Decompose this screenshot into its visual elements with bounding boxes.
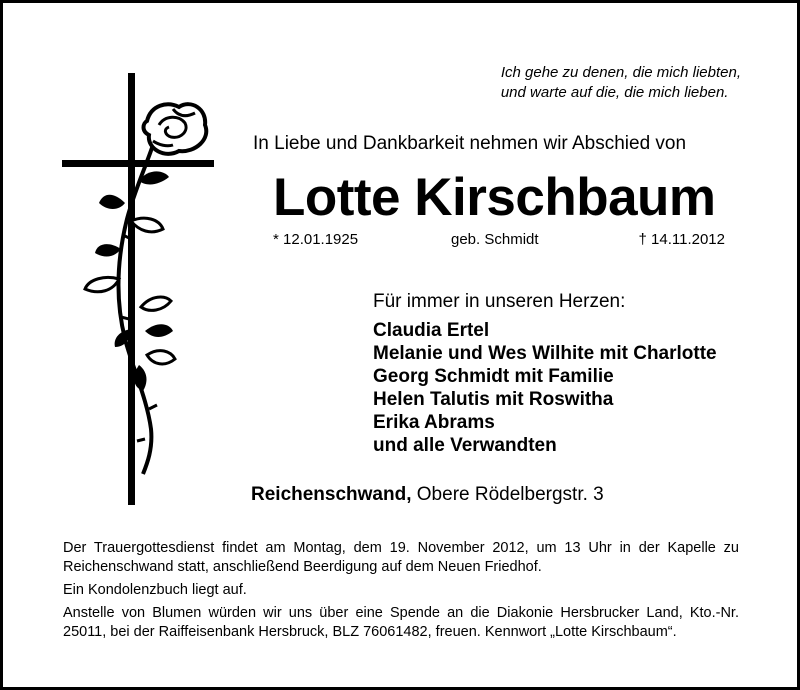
birth-date: * 12.01.1925: [273, 231, 359, 248]
mourner-name: Georg Schmidt mit Familie: [373, 366, 614, 387]
condolence-paragraph: Ein Kondolenzbuch liegt auf.: [63, 582, 247, 598]
mourner-name: und alle Verwandten: [373, 435, 557, 456]
mourners-list: [373, 319, 717, 457]
mourner-name: Helen Talutis mit Roswitha: [373, 389, 614, 410]
address-street: Obere Rödelbergstr. 3: [416, 484, 604, 505]
forever-line: Für immer in unseren Herzen:: [373, 291, 626, 312]
cross-with-rose-icon: [55, 69, 225, 509]
service-paragraph: Der Trauergottesdienst findet am Montag, dem 19. November 2012, um 13 Uhr in der Kapelle zu Reichenschwand statt, anschließend Beerdigung auf dem Neuen Friedhof.: [63, 540, 739, 575]
motto: [501, 63, 741, 103]
intro-text: In Liebe und Dankbarkeit nehmen wir Abschied von: [253, 133, 687, 154]
deceased-name: Lotte Kirschbaum: [273, 168, 716, 227]
service-info: [63, 539, 739, 646]
motto-line-2: und warte auf die, die mich lieben.: [500, 84, 729, 101]
death-date: † 14.11.2012: [638, 231, 725, 248]
address-town: Reichenschwand,: [251, 484, 412, 505]
maiden-name: geb. Schmidt: [451, 231, 539, 248]
address: [251, 484, 604, 506]
motto-line-1: Ich gehe zu denen, die mich liebten,: [500, 64, 741, 81]
life-dates: [273, 231, 725, 251]
mourner-name: Erika Abrams: [373, 412, 495, 433]
mourner-name: Melanie und Wes Wilhite mit Charlotte: [373, 343, 717, 364]
mourner-name: Claudia Ertel: [373, 320, 490, 341]
donation-paragraph: Anstelle von Blumen würden wir uns über eine Spende an die Diakonie Hersbrucker Land, Kto.-Nr. 25011, bei der Raiffeisenbank Hersbruck, BLZ 76061482, freuen. Kennwort „Lotte Kirschbaum“.: [63, 605, 739, 640]
